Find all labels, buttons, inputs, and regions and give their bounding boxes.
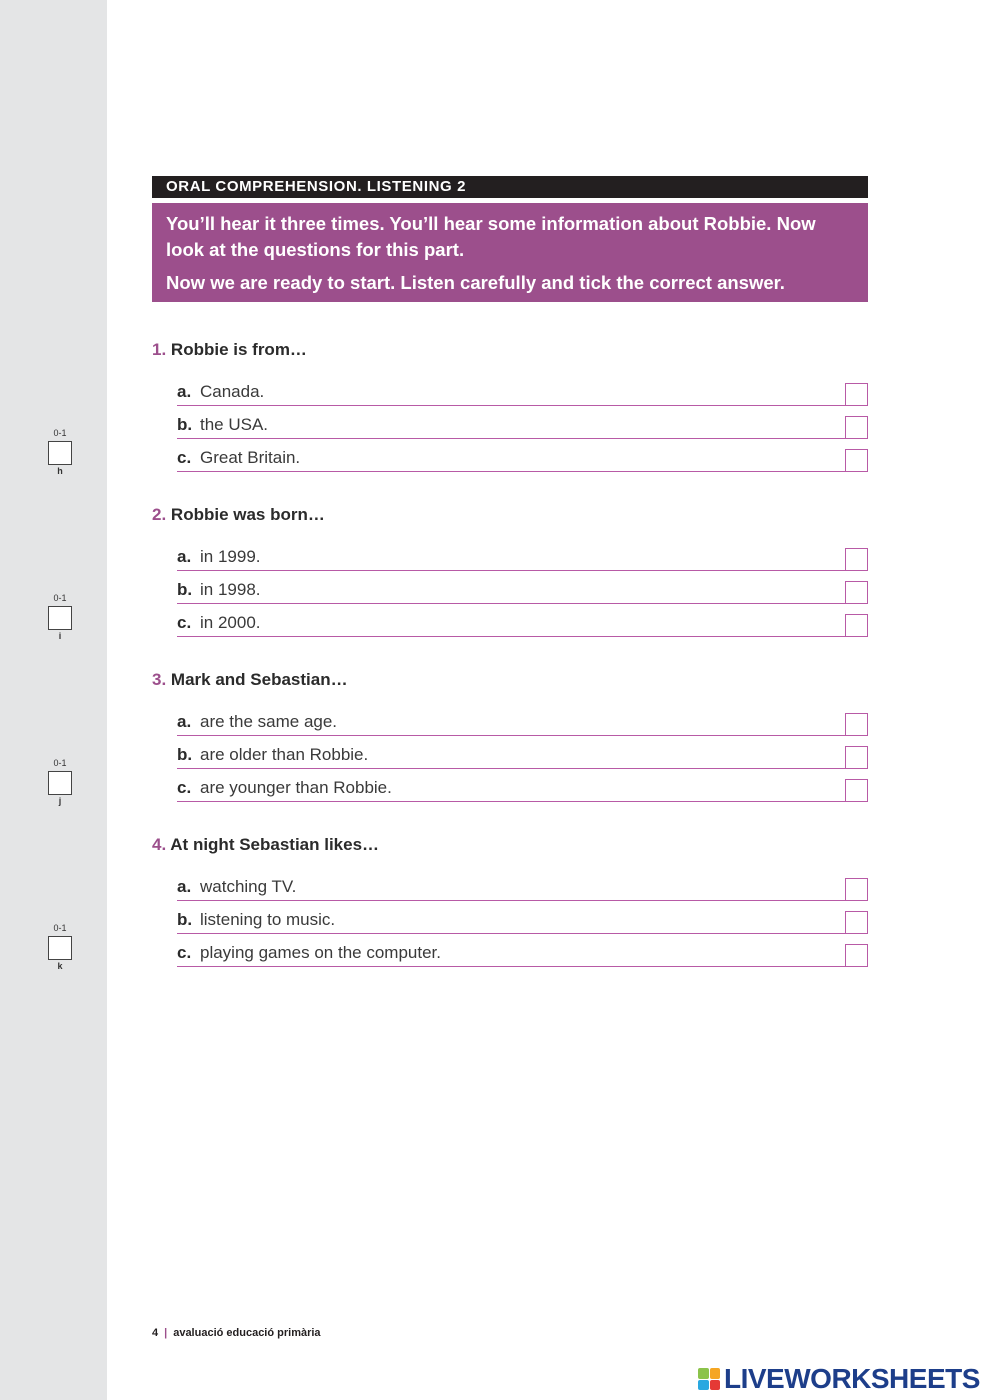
option-b [177,736,868,769]
score-range: 0-1 [53,428,67,438]
option-letter: c. [177,778,192,797]
question-number: 3. [152,670,167,689]
question-3 [152,669,868,802]
option-text: in 2000. [200,613,261,632]
question-2 [152,504,868,637]
score-input-box[interactable] [48,771,72,795]
answer-checkbox[interactable] [845,746,868,769]
question-4 [152,834,868,967]
option-c [177,439,868,472]
question-prompt: Robbie was born… [170,505,325,524]
option-text: are younger than Robbie. [200,778,392,797]
option-text: Canada. [200,382,265,401]
score-letter: j [58,796,62,806]
answer-checkbox[interactable] [845,548,868,571]
option-letter: a. [177,877,192,896]
option-letter: a. [177,382,192,401]
option-c [177,769,868,802]
option-letter: c. [177,613,192,632]
instruction-line-1: You’ll hear it three times. You’ll hear some information about Robbie. Now look at the questions for this part. [166,213,816,260]
option-letter: b. [177,910,193,929]
option-b [177,901,868,934]
question-title [152,504,868,526]
question-number: 4. [152,835,167,854]
option-letter: a. [177,547,192,566]
question-number: 1. [152,340,167,359]
score-box-h [47,428,73,477]
option-letter: c. [177,943,192,962]
question-prompt: Mark and Sebastian… [170,670,348,689]
option-a [177,868,868,901]
score-box-i [47,593,73,642]
question-title [152,834,868,856]
option-letter: c. [177,448,192,467]
option-text: watching TV. [200,877,297,896]
question-prompt: At night Sebastian likes… [170,835,380,854]
answer-checkbox[interactable] [845,713,868,736]
answer-checkbox[interactable] [845,416,868,439]
option-c [177,604,868,637]
option-text: are the same age. [200,712,338,731]
score-letter: k [57,961,63,971]
answer-checkbox[interactable] [845,383,868,406]
page-number: 4 [152,1327,159,1339]
logo-mark-icon [698,1368,720,1390]
question-1 [152,339,868,472]
question-title [152,339,868,361]
page-footer [152,1327,321,1339]
option-text: are older than Robbie. [200,745,369,764]
option-a [177,703,868,736]
option-b [177,406,868,439]
option-letter: b. [177,745,193,764]
score-input-box[interactable] [48,441,72,465]
question-prompt: Robbie is from… [170,340,307,359]
score-box-j [47,758,73,807]
score-input-box[interactable] [48,606,72,630]
score-box-k [47,923,73,972]
question-number: 2. [152,505,167,524]
option-b [177,571,868,604]
score-range: 0-1 [53,758,67,768]
score-letter: h [57,466,63,476]
option-text: in 1999. [200,547,261,566]
answer-checkbox[interactable] [845,581,868,604]
score-input-box[interactable] [48,936,72,960]
logo-text: LIVEWORKSHEETS [724,1363,980,1394]
option-text: Great Britain. [200,448,301,467]
footer-separator: | [164,1327,168,1339]
score-range: 0-1 [53,593,67,603]
option-text: in 1998. [200,580,261,599]
answer-checkbox[interactable] [845,911,868,934]
option-text: the USA. [200,415,269,434]
answer-checkbox[interactable] [845,614,868,637]
option-letter: b. [177,580,193,599]
option-c [177,934,868,967]
instruction-line-2: Now we are ready to start. Listen carefully and tick the correct answer. [166,272,785,293]
answer-checkbox[interactable] [845,878,868,901]
section-heading: ORAL COMPREHENSION. LISTENING 2 [152,176,868,198]
score-range: 0-1 [53,923,67,933]
option-text: playing games on the computer. [200,943,441,962]
answer-checkbox[interactable] [845,779,868,802]
option-letter: a. [177,712,192,731]
footer-text: avaluació educació primària [173,1327,321,1339]
answer-checkbox[interactable] [845,944,868,967]
option-letter: b. [177,415,193,434]
option-a [177,373,868,406]
question-title [152,669,868,691]
option-a [177,538,868,571]
score-letter: i [58,631,62,641]
answer-checkbox[interactable] [845,449,868,472]
left-margin-strip [0,0,107,1400]
instructions-box [152,203,868,302]
option-text: listening to music. [200,910,336,929]
